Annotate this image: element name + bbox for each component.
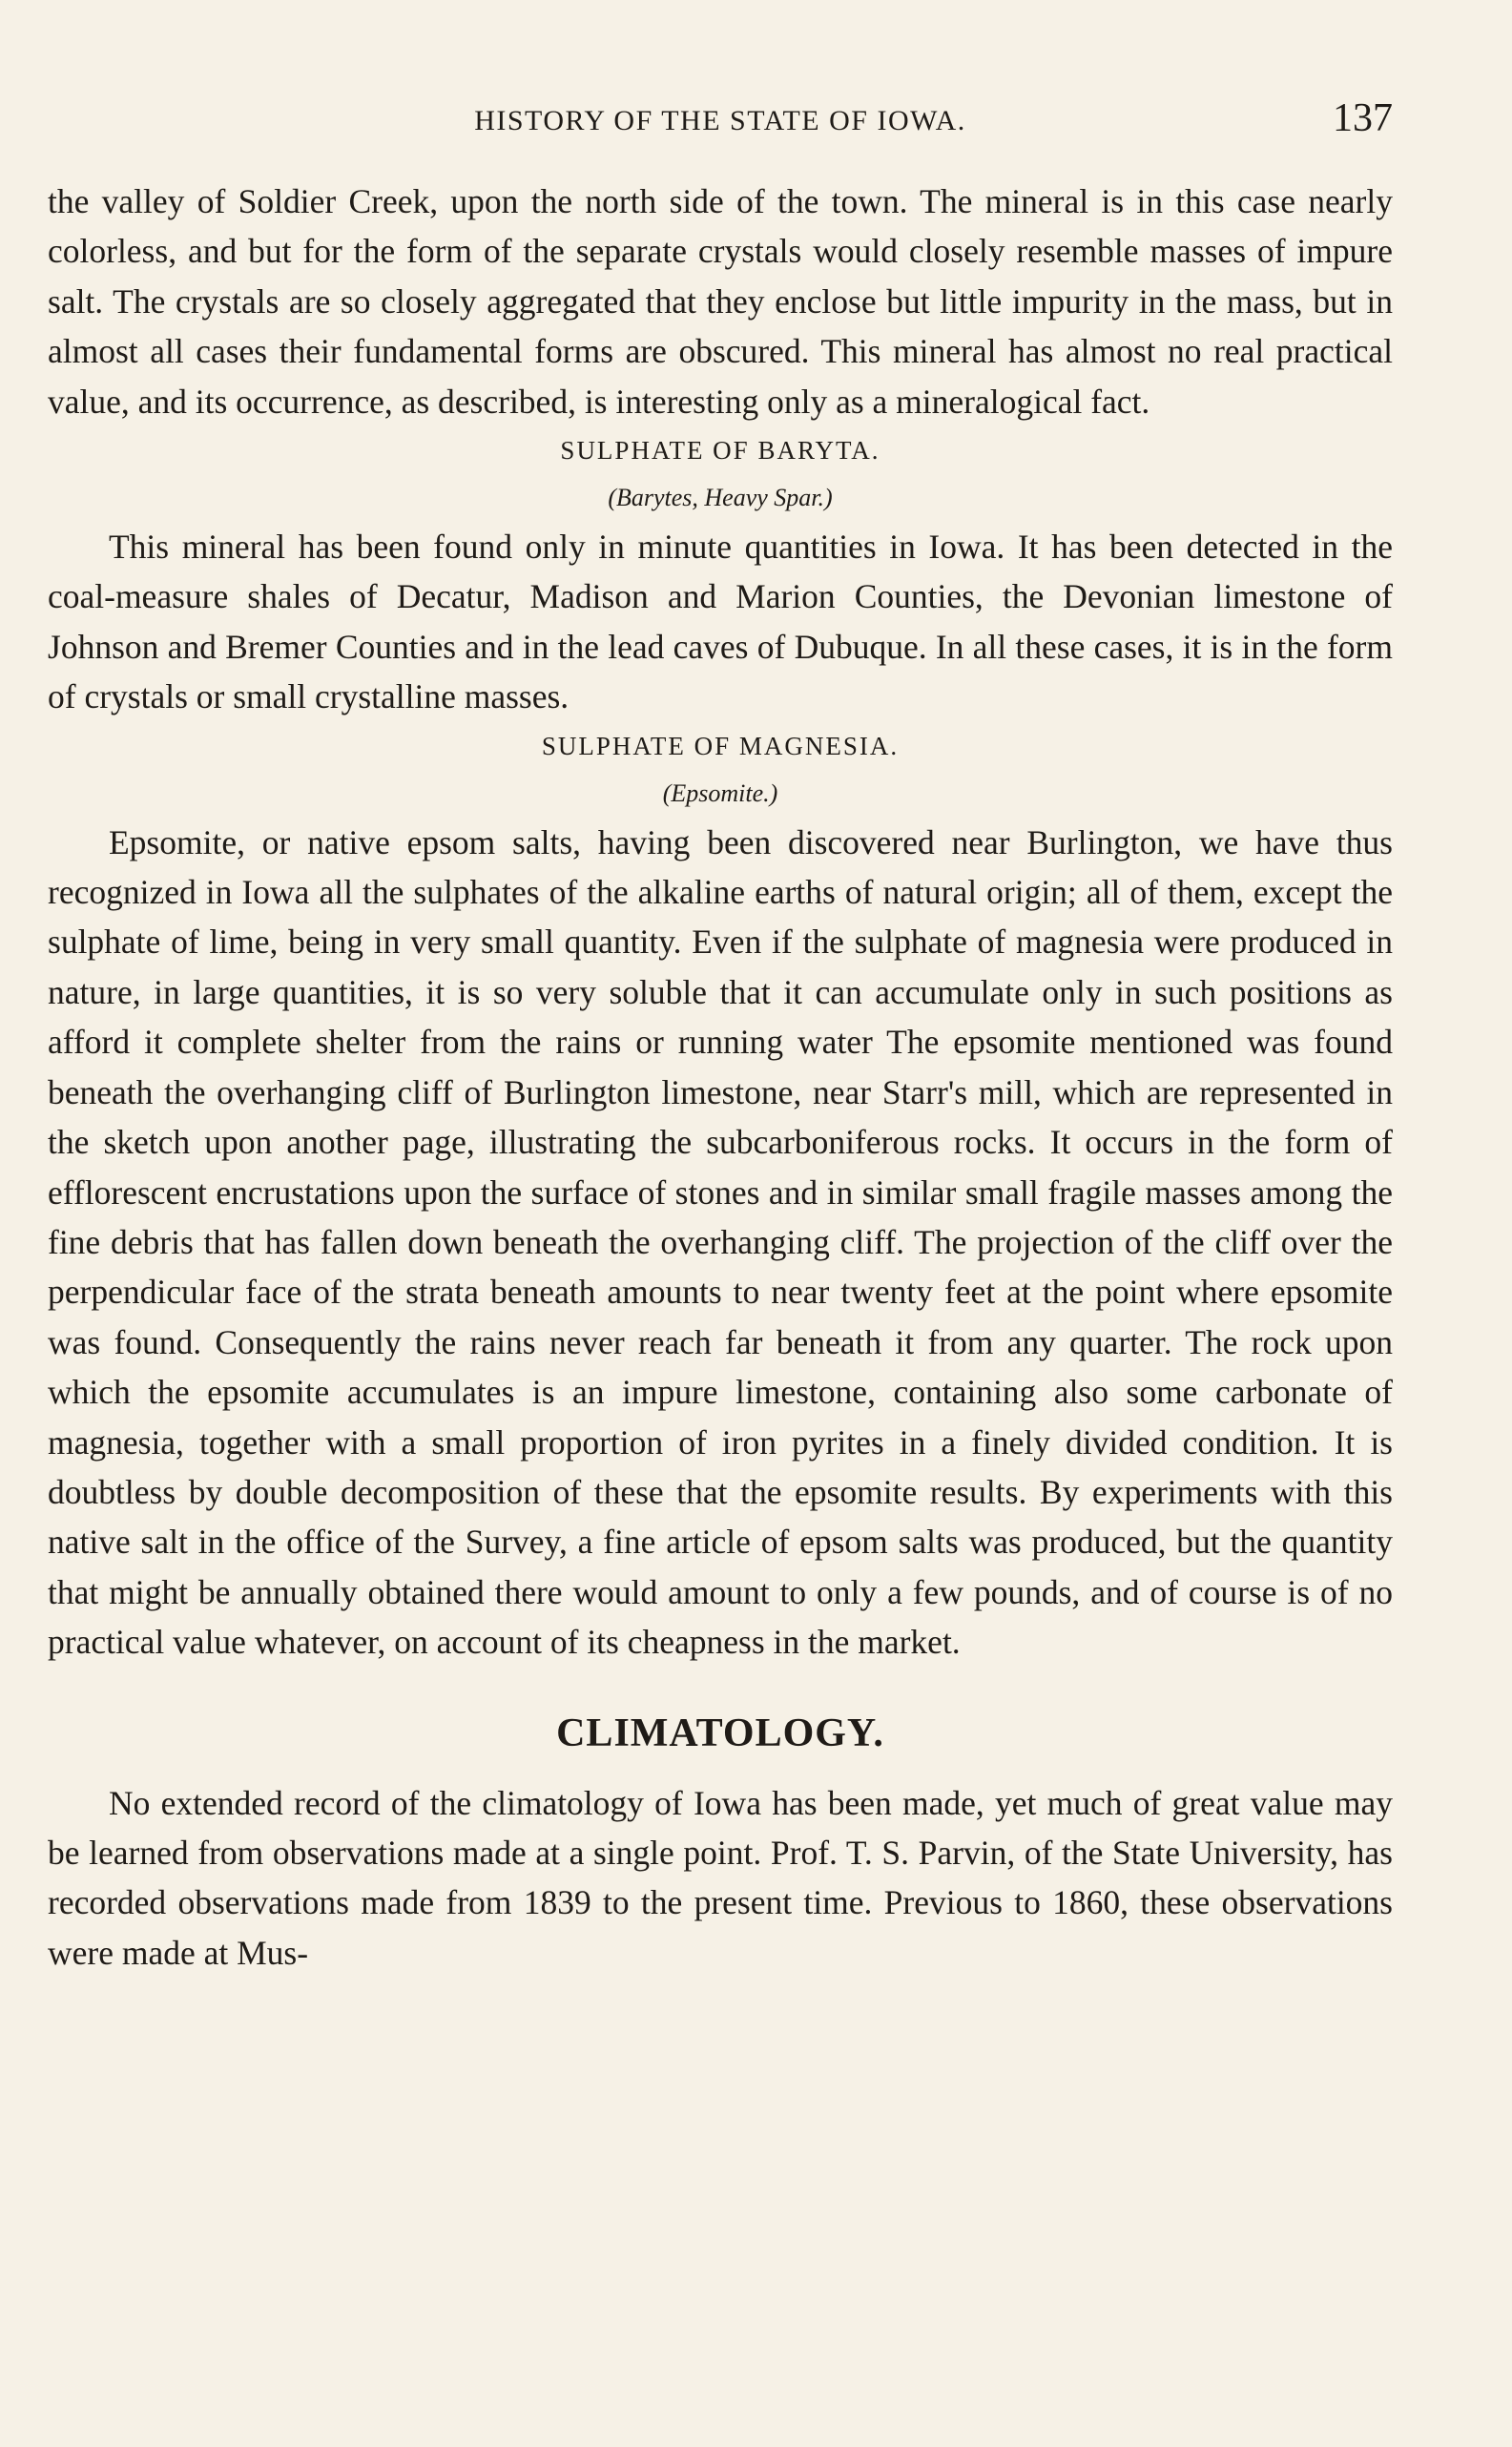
paragraph-baryta: This mineral has been found only in minute quantities in Iowa. It has been detected in the coal-measure shales of Decatur, Madison and Marion Counties, the Devonian limestone of Johnson and Bremer Counties and in the lead caves of Dubuque. In all these cases, it is in the form of crystals or small crystalline masses. <box>48 528 1393 716</box>
paragraph-soldier-creek-mineral: the valley of Soldier Creek, upon the north side of the town. The mineral is in this case nearly colorless, and but for the form of the separate crystals would closely resemble masses of impure salt. The crystals are so closely aggregated that they enclose but little impurity in the mass, but in almost all cases their fundamental forms are obscured. This mineral has almost no real practical value, and its occurrence, as described, is interesting only as a mineralogical fact. <box>48 182 1393 421</box>
paragraph-climatology: No extended record of the climatology of Iowa has been made, yet much of great value may be learned from observations made at a single point. Prof. T. S. Parvin, of the State University, has recorded observations made from 1839 to the present time. Previous to 1860, these observations were made at Mus- <box>48 1783 1393 1972</box>
heading-sulphate-of-baryta: SULPHATE OF BARYTA. <box>560 436 880 466</box>
page-number: 137 <box>1333 96 1393 140</box>
subheading-barytes: (Barytes, Heavy Spar.) <box>608 484 833 512</box>
paragraph-epsomite: Epsomite, or native epsom salts, having been discovered near Burlington, we have thus recognized in Iowa all the sulphates of the alkaline earths of natural origin; all of them, except the sulphate of lime, being in very small quantity. Even if the sulphate of magnesia were produced in nature, in large quantities, it is so very soluble that it can accumulate only in such positions as afford it complete shelter from the rains or running water The epsomite mentioned was found beneath the overhanging cliff of Burlington limestone, near Starr's mill, which are represented in the sketch upon another page, illustrating the subcarboniferous rocks. It occurs in the form of efflorescent encrustations upon the surface of stones and in similar small fragile masses among the fine debris that has fallen down beneath the overhanging cliff. The projection of the cliff over the perpendicular face of the strata beneath amounts to near twenty feet at the point where epsomite was found. Consequently the rains never reach far beneath it from any quarter. The rock upon which the epsomite accumulates is an impure limestone, containing also some carbonate of magnesia, together with a small proportion of iron pyrites in a finely divided condition. It is doubtless by double decomposition of these that the epsomite results. By experiments with this native salt in the office of the Survey, a fine article of epsom salts was produced, but the quantity that might be annually obtained there would amount to only a few pounds, and of course is of no practical value whatever, on account of its cheapness in the market. <box>48 822 1393 1662</box>
body-text <box>48 176 1393 1978</box>
heading-climatology: CLIMATOLOGY. <box>556 1711 884 1755</box>
subheading-epsomite: (Epsomite.) <box>662 778 778 807</box>
running-head <box>48 95 1393 153</box>
running-title: HISTORY OF THE STATE OF IOWA. <box>474 105 966 136</box>
heading-sulphate-of-magnesia: SULPHATE OF MAGNESIA. <box>541 731 900 760</box>
